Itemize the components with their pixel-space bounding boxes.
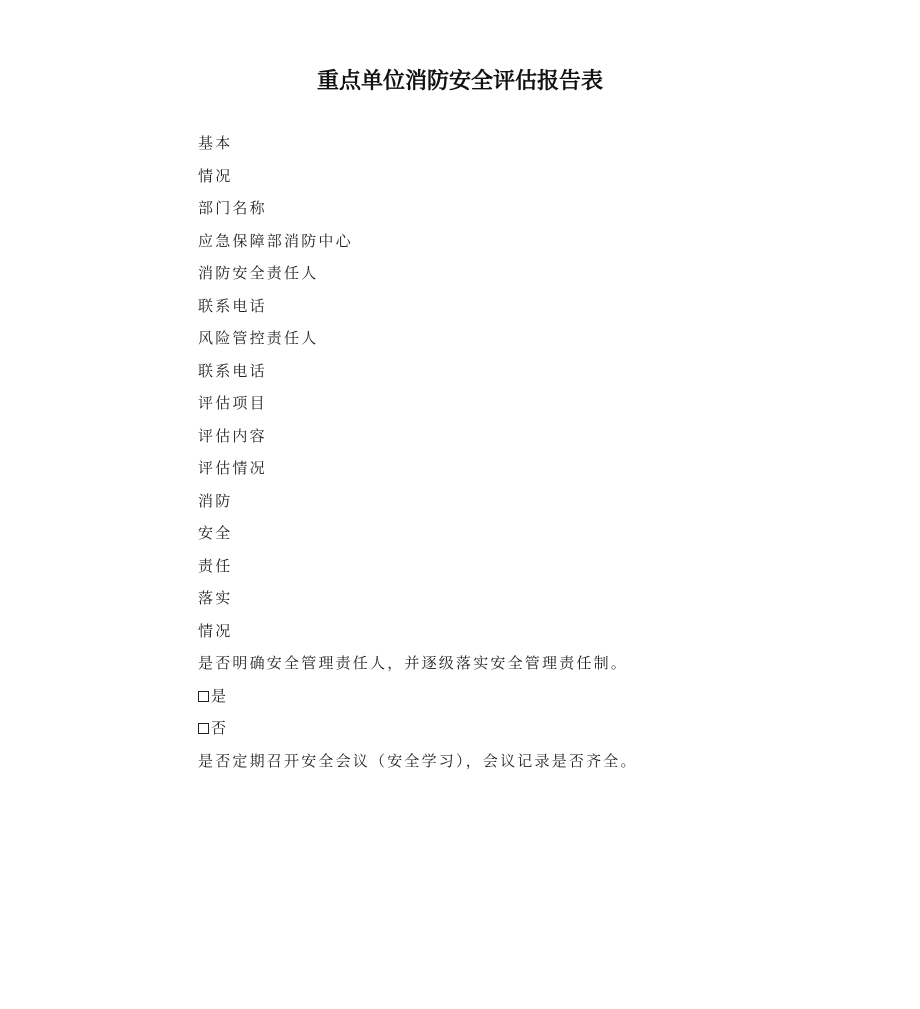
text-line: 责任 [198,556,233,575]
text-line: 消防安全责任人 [198,264,319,282]
text-line: 评估情况 [198,459,267,477]
text-line: 评估项目 [198,394,267,412]
option-yes[interactable] [198,684,838,717]
text-line: 基本 [198,134,233,152]
checkbox-icon[interactable] [198,691,209,702]
text-line: 安全 [198,524,233,542]
text-line: 风险管控责任人 [198,329,319,347]
text-line: 是否明确安全管理责任人，并逐级落实安全管理责任制。 [198,654,629,672]
option-no[interactable] [198,716,838,749]
document-body [198,131,838,781]
option-label: 是 [211,686,229,705]
document-title: 重点单位消防安全评估报告表 [316,69,603,94]
text-line: 是否定期召开安全会议（安全学习），会议记录是否齐全。 [198,751,638,770]
text-line: 联系电话 [198,296,267,315]
checkbox-icon[interactable] [198,723,209,734]
text-line: 部门名称 [198,199,267,217]
option-label: 否 [211,719,229,737]
text-line: 联系电话 [198,361,267,380]
text-line: 落实 [198,589,233,607]
text-line: 应急保障部消防中心 [198,231,353,250]
text-line: 评估内容 [198,426,267,445]
text-line: 消防 [198,491,233,510]
text-line: 情况 [198,621,233,640]
text-line: 情况 [198,166,233,185]
